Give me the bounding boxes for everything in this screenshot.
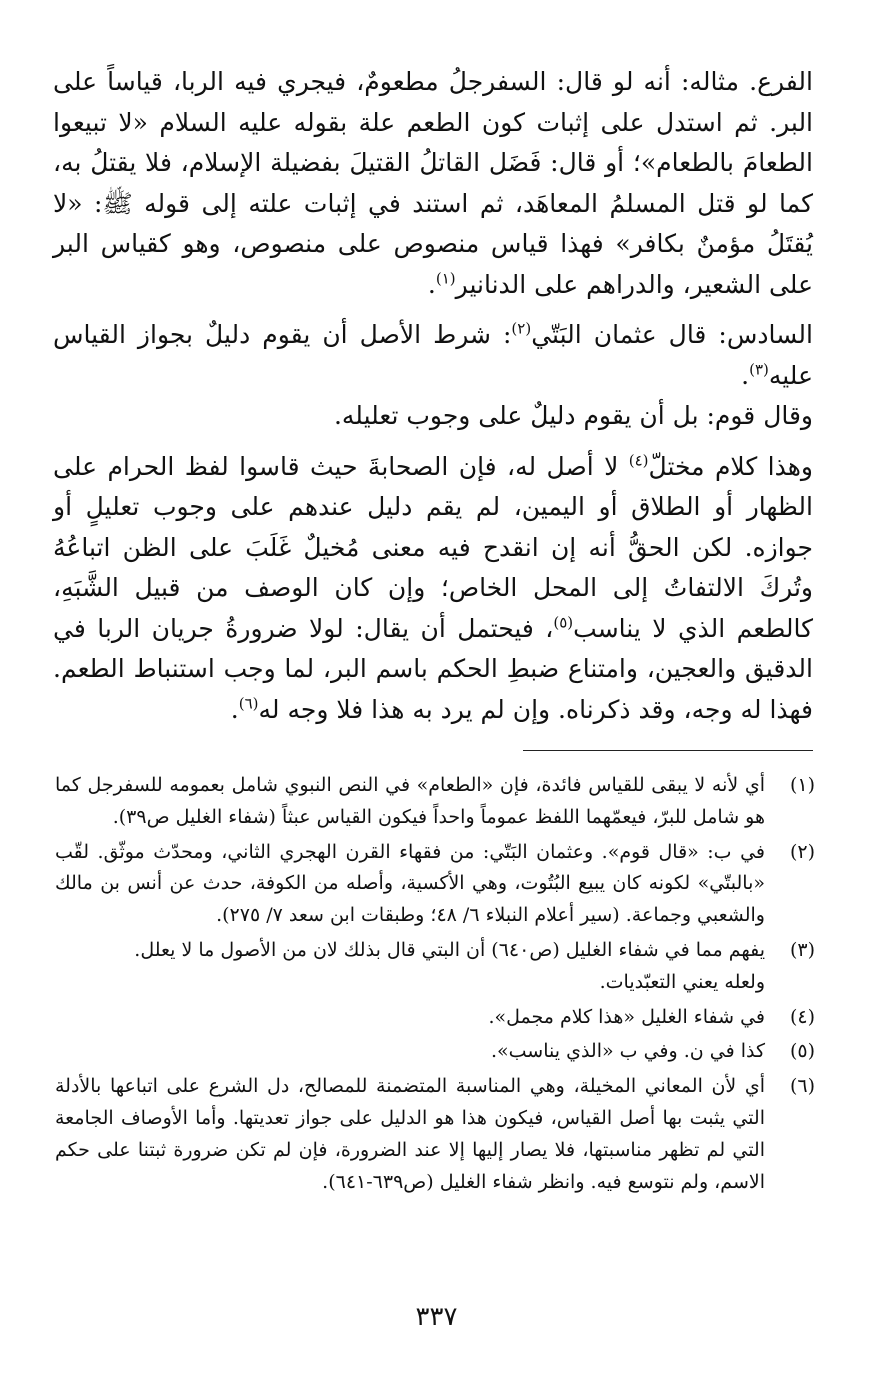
text-line: وقال قوم: بل أن يقوم دليلٌ على وجوب تعليله. [333,401,813,430]
footnote-number: (٢) [789,840,815,863]
paragraph-1 [53,62,813,305]
text-line: الحكم باسم البر، لما وجب استنباط الطعم. فهذا له وجه، وقد ذكرناه. وإن لم [53,654,813,724]
footnote-3 [55,935,815,999]
main-text [53,62,813,730]
footnote-line: الجامعة التي لم تظهر مناسبتها، فلا يصار إليها إلا عند الضرورة، فإن لم تكن ضرورة ثبتنا [55,1106,765,1161]
footnote-line: هو شامل للبرّ، فيعمّهما اللفظ عموماً واحداً فيكون القياس عبثاً (شفاء الغليل ص٣٩). [112,805,765,828]
footnote-line: مالك والشعبي وجماعة. (سير أعلام النبلاء ٦/ ٤٨؛ وطبقات ابن سعد ٧/ ٢٧٥). [55,872,765,927]
footnote-line: على حكم الاسم، ولم نتوسع فيه. وانظر شفاء الغليل (ص٦٣٩-٦٤١). [55,1138,765,1193]
text-line: قال: فَضَل القاتلُ القتيلَ بفضيلة الإسلام، فلا يقتلُ به، كما لو قتل المسلمُ [53,148,814,218]
footnote-text [55,1036,765,1068]
footnote-5 [55,1036,815,1068]
footnote-ref-5: (٥) [553,613,574,632]
footnote-number: (٣) [789,938,815,961]
footnote-text [55,1071,765,1198]
footnote-text [55,837,765,932]
text-line: لكن الحقُّ أنه إن انقدح فيه معنى مُخيلٌ غَلَبَ على الظن اتباعُهُ وتُركَ الالتفاتُ إلى [53,532,814,602]
text-line: المحل الخاص؛ وإن كان الوصف من قبيل الشَّبَهِ، كالطعم الذي لا يناسب [53,573,813,643]
footnote-number: (٦) [789,1075,815,1098]
footnote-number: (٤) [789,1005,815,1028]
footnote-ref-2: (٢) [511,319,532,338]
text-line: السادس: قال عثمان البَتّي [531,320,813,349]
footnote-ref-6: (٦) [238,694,259,713]
period: . [741,360,750,390]
footnotes [55,770,815,1201]
text-line: يرد به هذا فلا وجه له [258,694,473,724]
footnote-line: في شفاء الغليل «هذا كلام مجمل». [488,1005,765,1028]
footnote-text [55,770,765,834]
text-line: الفرع. مثاله: أنه لو قال: السفرجلُ مطعومٌ، فيجري فيه الربا، قياساً على البر. ثم [53,67,814,137]
footnote-2 [55,837,815,932]
footnote-line: ولعله يعني التعبّديات. [599,970,765,993]
footnote-4 [55,1002,815,1034]
footnote-number: (١) [789,774,815,796]
footnote-6 [55,1071,815,1198]
text-line: وهذا كلام مختلّ [648,451,813,481]
text-line: : شرط الأصل أن يقوم دليلٌ بجواز القياس عليه [53,320,813,390]
footnote-ref-4: (٤) [628,451,649,470]
footnote-line: يفهم مما في شفاء الغليل (ص٦٤٠) أن البتي قال بذلك لان من الأصول ما لا يعلل. [134,938,765,961]
footnote-text [55,935,765,999]
footnote-number: (٥) [789,1040,815,1063]
footnote-1 [55,770,815,834]
text-line: المعاهَد، ثم استند في إثبات علته إلى قوله ﷺ: «لا يُقتَلُ مؤمنٌ بكافر» فهذا قياس [53,188,813,258]
footnote-text [55,1002,765,1034]
period: . [427,269,436,299]
footnote-line: كذا في ن. وفي ب «الذي يناسب». [490,1040,765,1063]
footnote-line: أي لأن المعاني المخيلة، وهي المناسبة المتضمنة للمصالح، دل الشرع على اتباعها بالأدلة [55,1075,765,1098]
footnote-line: التي يثبت بها أصل القياس، فيكون هذا هو الدليل على جواز تعديتها. وأما الأوصاف [120,1106,765,1129]
footnote-line: «بالبتّي» لكونه كان يبيع البُتُوت، وهي الأكسية، وأصله من الكوفة، حدث عن أنس بن [100,872,765,895]
footnote-separator [523,750,813,751]
period: . [230,694,239,724]
footnote-ref-1: (١) [435,269,456,288]
text-line: الظهار أو الطلاق أو اليمين، لم يقم دليل عندهم على وجوب تعليلٍ أو جوازه. [53,492,813,562]
text-line: استدل على إثبات كون الطعم علة بقوله عليه السلام «لا تبيعوا الطعامَ بالطعام»؛ أو [53,107,813,177]
paragraph-2 [53,315,813,437]
page-number: ٣٣٧ [415,1302,458,1332]
footnote-line: أي لأنه لا يبقى للقياس فائدة، فإن «الطعام» في النص النبوي شامل بعمومه للسفرجل كما [55,774,765,796]
text-line: لا أصل له، فإن الصحابةَ حيث قاسوا لفظ الحرام على [53,451,629,481]
text-line: فيحتمل أن يقال: لولا ضرورةُ جريان الربا في الدقيق والعجين، وامتناع ضبطِ [53,613,813,683]
paragraph-3: وهذا كلام مختلّ$^{(٤)}$ لا أصل له، فإن الصحابةَ حيث قاسوا لفظ الحرام على الظهار أو الطلاق أو اليمين، لم يقم دليل عندهم على وجوب تعليلٍ أو جوازه. لكن الحقُّ أنه إن انقدح فيه معنى مُخيلٌ غَلَبَ على الظن اتباعُهُ وتُركَ الالتفاتُ إلى المحل الخاص؛ وإن كان الوصف من قبيل الشَّبَهِ، كالطعم الذي لا يناسب$^{(٥)}$، فيحتمل أن يقال: لولا ضرورةُ جريان الربا في الدقيق والعجين، وامتناع ضبطِ الحكم باسم البر، لما وجب استنباط الطعم. فهذا له وجه، وقد ذكرناه. وإن لم يرد به هذا فلا وجه له$^{(٦)}$. [53,451,814,724]
footnote-line: في ب: «قال قوم». وعثمان البَتّي: من فقهاء القرن الهجري الثاني، ومحدّث موثّق. لقّب [55,840,765,863]
text-line: منصوص على منصوص، وهو كقياس البر على الشعير، والدراهم على الدنانير [53,229,813,299]
footnote-ref-3: (٣) [749,360,769,379]
